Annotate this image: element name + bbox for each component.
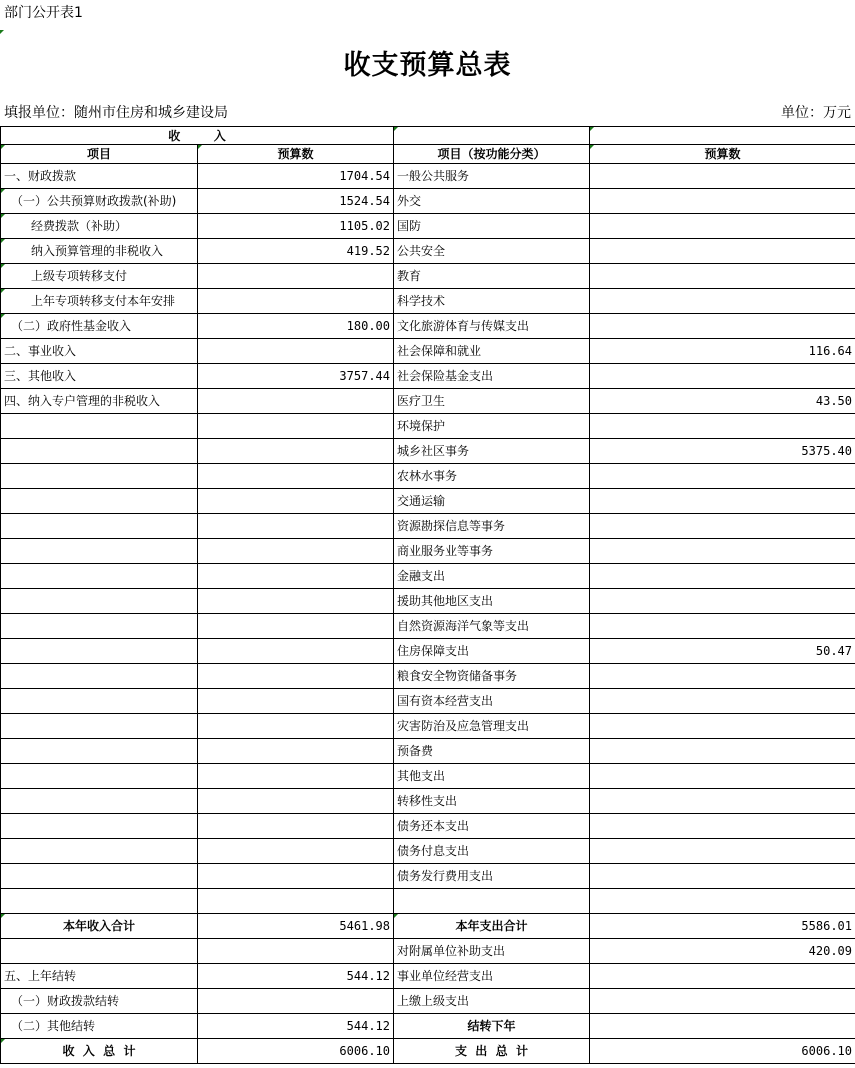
income-item-cell [1,639,198,664]
expense-budget-cell [590,614,855,639]
income-budget-cell [198,989,394,1014]
expense-budget-cell [590,514,855,539]
income-budget-cell [198,514,394,539]
table-row [1,439,855,464]
income-item-cell [1,864,198,889]
table-row [1,739,855,764]
income-item-cell-text: 纳入预算管理的非税收入 [31,244,164,258]
expense-item-cell-text: 科学技术 [397,294,446,308]
income-group-header [1,127,394,145]
table-row [1,164,855,189]
expense-budget-cell-text: 116.64 [808,344,852,358]
expense-budget-cell-text: 50.47 [815,644,852,658]
income-item-cell [1,239,198,264]
expense-budget-cell [590,264,855,289]
expense-budget-cell [590,964,855,989]
table-row [1,489,855,514]
cell-marker-icon [590,127,594,131]
expense-item-cell-text: 住房保障支出 [397,644,470,658]
income-budget-cell [198,189,394,214]
income-budget-cell [198,264,394,289]
cell-marker-icon [1,189,5,193]
expense-subtotal-value [590,914,855,939]
expense-item-cell-text: 城乡社区事务 [397,444,470,458]
expense-item-cell [394,214,590,239]
income-item-cell [1,414,198,439]
income-item-cell-text: （一）财政拨款结转 [11,994,120,1008]
income-budget-cell [198,664,394,689]
expense-item-cell-text: 交通运输 [397,494,446,508]
expense-item-cell-text: 医疗卫生 [397,394,446,408]
expense-item-cell-text: 预备费 [397,744,434,758]
cell-marker-icon [590,145,594,149]
column-header-budget-right [590,145,855,164]
expense-item-cell-text: 农林水事务 [397,469,458,483]
expense-budget-cell [590,714,855,739]
expense-total-value-text: 6006.10 [801,1044,852,1058]
expense-item-cell [394,664,590,689]
expense-item-cell [394,589,590,614]
income-item-cell [1,389,198,414]
expense-budget-cell [590,289,855,314]
expense-item-cell [394,864,590,889]
cell-marker-icon [1,214,5,218]
income-item-cell [1,564,198,589]
table-row [1,614,855,639]
expense-budget-cell [590,539,855,564]
cell-marker-icon [1,1039,5,1043]
income-total-value [198,1039,394,1064]
expense-total-label [394,1039,590,1064]
table-row [1,314,855,339]
table-row [1,839,855,864]
expense-item-cell [394,539,590,564]
cell-marker-icon [1,264,5,268]
table-row [1,989,855,1014]
expense-item-cell [394,814,590,839]
expense-budget-cell [590,664,855,689]
expense-subtotal-label [394,914,590,939]
income-item-cell [1,189,198,214]
expense-item-cell [394,939,590,964]
expense-item-cell-text: 资源勘探信息等事务 [397,519,506,533]
expense-item-cell [394,439,590,464]
expense-item-cell-text: 环境保护 [397,419,446,433]
income-budget-cell [198,639,394,664]
income-budget-cell [198,314,394,339]
expense-item-cell [394,564,590,589]
expense-item-cell-text: 公共安全 [397,244,446,258]
table-row [1,814,855,839]
expense-budget-cell-text: 420.09 [808,944,852,958]
cell-marker-icon [1,145,5,149]
expense-budget-cell [590,564,855,589]
expense-item-cell-text: 金融支出 [397,569,446,583]
income-item-cell [1,589,198,614]
table-row [1,964,855,989]
expense-item-cell-text: 自然资源海洋气象等支出 [397,619,530,633]
expense-item-cell [394,389,590,414]
reporting-unit: 填报单位：随州市住房和城乡建设局 [4,105,228,121]
income-item-cell [1,714,198,739]
expense-item-cell [394,239,590,264]
expense-budget-cell-text: 43.50 [815,394,852,408]
income-item-cell-text: （二）政府性基金收入 [11,319,132,333]
income-item-cell-text: 上年专项转移支付本年安排 [31,294,176,308]
expense-item-cell [394,164,590,189]
income-total-value-text: 6006.10 [339,1044,390,1058]
expense-budget-cell [590,239,855,264]
cell-marker-icon [1,914,5,918]
expense-total-label-text: 支 出 总 计 [454,1044,529,1058]
income-budget-cell-text: 544.12 [346,1019,390,1033]
income-budget-cell-text: 1105.02 [339,219,390,233]
subtotal-row [1,914,855,939]
budget-table [0,126,855,1064]
income-budget-cell [198,939,394,964]
expense-item-cell-text: 债务发行费用支出 [397,869,494,883]
expense-item-cell-text: 商业服务业等事务 [397,544,494,558]
income-item-cell [1,464,198,489]
column-header-budget [198,145,394,164]
expense-item-cell [394,764,590,789]
expense-item-cell [394,789,590,814]
expense-budget-cell [590,414,855,439]
expense-budget-cell [590,489,855,514]
income-item-cell [1,339,198,364]
income-subtotal-value-text: 5461.98 [339,919,390,933]
cell-marker-icon [1,239,5,243]
table-row [1,589,855,614]
expense-item-cell-text: 事业单位经营支出 [397,969,494,983]
income-budget-cell-text: 3757.44 [339,369,390,383]
income-budget-cell [198,564,394,589]
expense-item-cell [394,464,590,489]
income-budget-cell-text: 544.12 [346,969,390,983]
expense-budget-cell [590,939,855,964]
income-item-cell-text: 上级专项转移支付 [31,269,128,283]
income-item-cell [1,264,198,289]
expense-subtotal-value-text: 5586.01 [801,919,852,933]
income-item-cell-text: 二、事业收入 [4,344,77,358]
income-item-cell-text: 五、上年结转 [4,969,77,983]
column-header-item-label: 项目 [86,147,111,161]
income-item-cell [1,664,198,689]
income-item-cell [1,964,198,989]
expense-subtotal-label-text: 本年支出合计 [455,919,528,933]
income-subtotal-label-text: 本年收入合计 [62,919,135,933]
income-subtotal-label [1,914,198,939]
table-row [1,639,855,664]
expense-item-cell-text: 援助其他地区支出 [397,594,494,608]
income-item-cell-text: 经费拨款（补助） [31,219,128,233]
income-budget-cell-text: 1524.54 [339,194,390,208]
expense-item-cell [394,714,590,739]
income-budget-cell [198,414,394,439]
income-budget-cell [198,339,394,364]
income-item-cell [1,164,198,189]
income-item-cell-text: （二）其他结转 [11,1019,96,1033]
expense-budget-cell [590,214,855,239]
income-total-label [1,1039,198,1064]
grand-total-row [1,1039,855,1064]
income-item-cell [1,939,198,964]
income-group-label: 收 入 [168,128,226,143]
expense-item-cell [394,364,590,389]
table-row [1,864,855,889]
expense-item-cell-text: 社会保险基金支出 [397,369,494,383]
income-item-cell [1,289,198,314]
expense-budget-cell [590,1014,855,1039]
page-title: 收支预算总表 [343,50,512,81]
cell-marker-icon [1,289,5,293]
document-code-label: 部门公开表1 [4,5,83,21]
table-column-header-row [1,145,855,164]
table-row [1,214,855,239]
income-budget-cell-text: 1704.54 [339,169,390,183]
income-budget-cell [198,864,394,889]
income-budget-cell [198,814,394,839]
income-subtotal-value [198,914,394,939]
table-row [1,539,855,564]
table-row [1,689,855,714]
income-item-cell [1,614,198,639]
empty-header-cell [394,127,590,145]
expense-item-cell-text: 上缴上级支出 [397,994,470,1008]
income-item-cell [1,689,198,714]
table-row [1,364,855,389]
expense-budget-cell [590,389,855,414]
expense-budget-cell [590,864,855,889]
cell-marker-icon [198,145,202,149]
expense-item-cell-text: 债务付息支出 [397,844,470,858]
table-row [1,464,855,489]
income-item-cell [1,789,198,814]
income-budget-cell [198,714,394,739]
income-item-cell [1,814,198,839]
expense-budget-cell [590,689,855,714]
income-item-cell [1,989,198,1014]
table-row [1,664,855,689]
income-item-cell [1,1014,198,1039]
table-row [1,389,855,414]
income-budget-cell [198,614,394,639]
table-row [1,414,855,439]
income-budget-cell [198,964,394,989]
expense-budget-cell [590,439,855,464]
table-row [1,789,855,814]
income-item-cell [1,439,198,464]
income-budget-cell [198,214,394,239]
expense-budget-cell [590,589,855,614]
cell-marker-icon [394,914,398,918]
expense-item-cell-text: 其他支出 [397,769,446,783]
expense-item-cell [394,839,590,864]
expense-item-cell [394,639,590,664]
expense-budget-cell [590,639,855,664]
table-row [1,714,855,739]
table-row [1,889,855,914]
income-budget-cell [198,739,394,764]
income-item-cell-text: 一、财政拨款 [4,169,77,183]
income-budget-cell [198,539,394,564]
expense-item-cell [394,889,590,914]
income-budget-cell [198,239,394,264]
table-row [1,289,855,314]
expense-item-cell-text: 粮食安全物资储备事务 [397,669,518,683]
expense-item-cell-text: 灾害防治及应急管理支出 [397,719,530,733]
income-item-cell-text: 三、其他收入 [4,369,77,383]
income-budget-cell [198,839,394,864]
table-row [1,264,855,289]
income-budget-cell [198,464,394,489]
table-row [1,339,855,364]
income-budget-cell [198,1014,394,1039]
income-item-cell [1,214,198,239]
expense-budget-cell [590,764,855,789]
table-group-header-row [1,127,855,145]
income-item-cell-text: 四、纳入专户管理的非税收入 [4,394,161,408]
expense-budget-cell [590,464,855,489]
cell-marker-icon [0,30,4,34]
expense-item-cell-text: 国防 [397,219,422,233]
income-budget-cell [198,689,394,714]
income-item-cell [1,364,198,389]
income-budget-cell-text: 180.00 [346,319,390,333]
income-budget-cell [198,289,394,314]
income-budget-cell-text: 419.52 [346,244,390,258]
expense-item-cell [394,289,590,314]
table-row [1,239,855,264]
expense-budget-cell [590,814,855,839]
expense-budget-cell [590,314,855,339]
cell-marker-icon [394,127,398,131]
expense-item-cell [394,989,590,1014]
expense-budget-cell [590,839,855,864]
expense-budget-cell [590,364,855,389]
income-item-cell [1,514,198,539]
income-item-cell [1,739,198,764]
table-row [1,189,855,214]
column-header-item [1,145,198,164]
expense-budget-cell [590,789,855,814]
expense-item-cell-text: 文化旅游体育与传媒支出 [397,319,530,333]
table-row [1,764,855,789]
expense-budget-cell [590,989,855,1014]
cell-marker-icon [1,314,5,318]
income-budget-cell [198,389,394,414]
income-budget-cell [198,364,394,389]
table-row [1,1014,855,1039]
expense-item-cell [394,489,590,514]
currency-unit: 单位：万元 [781,105,851,121]
expense-item-cell-text: 债务还本支出 [397,819,470,833]
income-total-label-text: 收 入 总 计 [62,1044,136,1058]
expense-item-cell [394,339,590,364]
income-budget-cell [198,589,394,614]
income-item-cell [1,839,198,864]
expense-item-cell-text: 对附属单位补助支出 [397,944,506,958]
empty-header-cell [590,127,855,145]
column-header-budget-right-label: 预算数 [704,147,741,161]
expense-item-cell-text: 外交 [397,194,422,208]
expense-item-cell [394,314,590,339]
column-header-budget-label: 预算数 [277,147,314,161]
income-item-cell [1,489,198,514]
expense-item-cell [394,264,590,289]
expense-item-cell [394,614,590,639]
income-item-cell [1,889,198,914]
income-budget-cell [198,789,394,814]
expense-budget-cell-text: 5375.40 [801,444,852,458]
expense-budget-cell [590,889,855,914]
expense-budget-cell [590,739,855,764]
expense-item-cell [394,414,590,439]
income-budget-cell [198,764,394,789]
table-row [1,939,855,964]
expense-item-cell-text: 教育 [397,269,422,283]
income-budget-cell [198,164,394,189]
expense-item-cell [394,964,590,989]
expense-item-cell [394,189,590,214]
expense-item-cell-text: 国有资本经营支出 [397,694,494,708]
income-item-cell [1,539,198,564]
expense-budget-cell [590,339,855,364]
expense-item-cell-text: 一般公共服务 [397,169,470,183]
expense-item-cell-text: 转移性支出 [397,794,458,808]
table-row [1,514,855,539]
expense-item-cell [394,689,590,714]
income-budget-cell [198,489,394,514]
income-item-cell-text: （一）公共预算财政拨款(补助) [11,194,177,208]
expense-total-value [590,1039,855,1064]
table-row [1,564,855,589]
expense-budget-cell [590,164,855,189]
expense-item-cell [394,1014,590,1039]
expense-budget-cell [590,189,855,214]
income-budget-cell [198,889,394,914]
expense-item-cell [394,739,590,764]
column-header-item-function-label: 项目（按功能分类） [437,147,546,161]
expense-item-cell-text: 社会保障和就业 [397,344,482,358]
income-item-cell [1,314,198,339]
column-header-item-function [394,145,590,164]
expense-item-cell-text: 结转下年 [467,1019,516,1033]
expense-item-cell [394,514,590,539]
income-budget-cell [198,439,394,464]
income-item-cell [1,764,198,789]
